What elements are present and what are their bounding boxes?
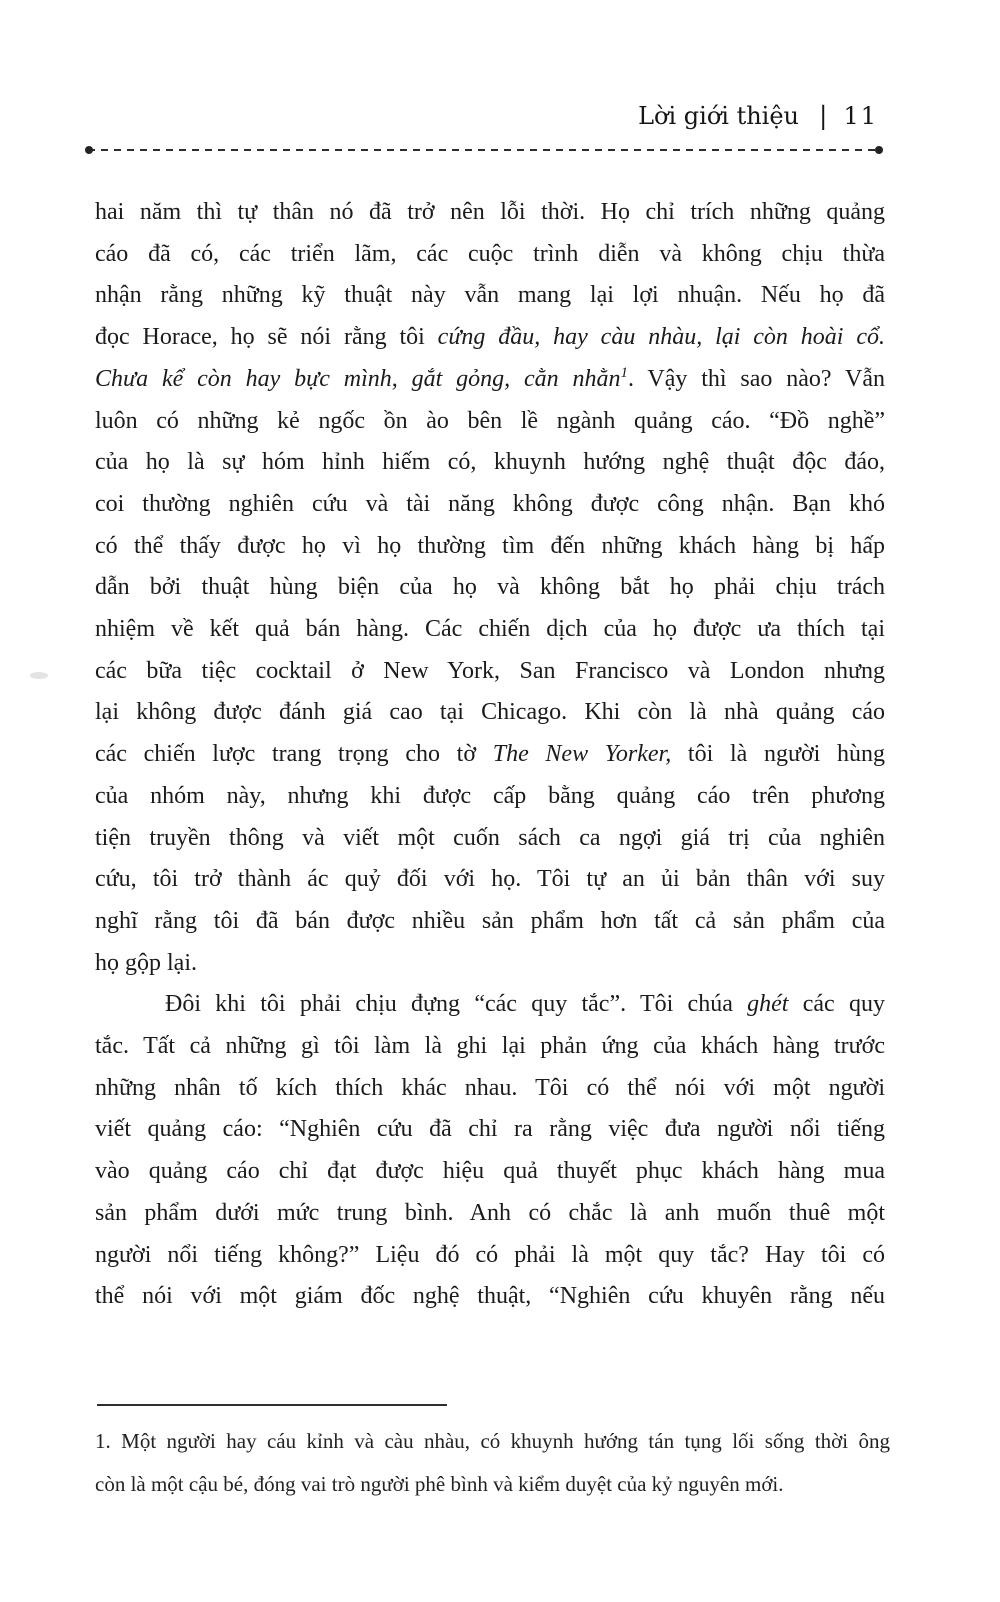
text-line xyxy=(95,692,885,734)
rule-left-dot xyxy=(85,146,93,154)
text-run: những nhân tố kích thích khác nhau. Tôi có thể nói với một người xyxy=(95,1074,885,1101)
text-line xyxy=(95,442,885,484)
text-run: luôn có những kẻ ngốc ồn ào bên lề ngành quảng cáo. “Đồ nghề” xyxy=(95,407,885,434)
text-run: sản phẩm dưới mức trung bình. Anh có chắc là anh muốn thuê một xyxy=(95,1199,885,1226)
text-line xyxy=(95,401,885,443)
italic-text-run: ghét xyxy=(747,991,789,1018)
section-title: Lời giới thiệu xyxy=(638,102,800,130)
text-run: các quy xyxy=(788,991,885,1018)
header-dashed-rule xyxy=(88,149,880,151)
text-line xyxy=(95,859,885,901)
text-line xyxy=(95,901,885,943)
text-run: tiện truyền thông và viết một cuốn sách ca ngợi giá trị của nghiên xyxy=(95,824,885,851)
text-line xyxy=(95,776,885,818)
text-line xyxy=(95,1026,885,1068)
text-line xyxy=(95,818,885,860)
scan-speck xyxy=(30,672,48,679)
text-line xyxy=(95,1420,890,1463)
text-run: 1. Một người hay cáu kỉnh và càu nhàu, có khuynh hướng tán tụng lối sống thời ông xyxy=(95,1429,890,1453)
text-run: đọc Horace, họ sẽ nói rằng tôi xyxy=(95,324,438,351)
text-run: còn là một cậu bé, đóng vai trò người phê bình và kiểm duyệt của kỷ nguyên mới. xyxy=(95,1472,784,1496)
text-run: các bữa tiệc cocktail ở New York, San Francisco và London nhưng xyxy=(95,657,885,684)
italic-text-run: Chưa kể còn hay bực mình, gắt gỏng, cằn nhằn xyxy=(95,365,621,392)
text-line xyxy=(95,984,885,1026)
text-run: tắc. Tất cả những gì tôi làm là ghi lại phản ứng của khách hàng trước xyxy=(95,1033,885,1060)
text-run: tôi là người hùng xyxy=(671,741,886,768)
text-run: nghĩ rằng tôi đã bán được nhiều sản phẩm hơn tất cả sản phẩm của xyxy=(95,907,885,934)
header-separator: | xyxy=(819,101,828,130)
text-run: nhiệm về kết quả bán hàng. Các chiến dịch của họ được ưa thích tại xyxy=(95,616,885,643)
text-line xyxy=(95,1109,885,1151)
text-run: Đôi khi tôi phải chịu đựng “các quy tắc”. Tôi chúa xyxy=(165,991,748,1018)
text-line xyxy=(95,526,885,568)
text-run: lại không được đánh giá cao tại Chicago. Khi còn là nhà quảng cáo xyxy=(95,699,885,726)
text-line xyxy=(95,567,885,609)
text-run: nhận rằng những kỹ thuật này vẫn mang lại lợi nhuận. Nếu họ đã xyxy=(95,282,885,309)
text-run: viết quảng cáo: “Nghiên cứu đã chỉ ra rằng việc đưa người nổi tiếng xyxy=(95,1116,885,1143)
text-run: dẫn bởi thuật hùng biện của họ và không bắt họ phải chịu trách xyxy=(95,574,885,601)
italic-text-run: cứng đầu, hay càu nhàu, lại còn hoài cổ. xyxy=(437,324,885,351)
text-line xyxy=(95,1235,885,1277)
text-run: của họ là sự hóm hỉnh hiếm có, khuynh hướng nghệ thuật độc đáo, xyxy=(95,449,885,476)
text-line xyxy=(95,734,885,776)
text-line xyxy=(95,275,885,317)
text-line xyxy=(95,609,885,651)
text-run: của nhóm này, nhưng khi được cấp bằng quảng cáo trên phương xyxy=(95,782,885,809)
text-line xyxy=(95,359,885,401)
text-run: cáo đã có, các triển lãm, các cuộc trình diễn và không chịu thừa xyxy=(95,240,885,267)
text-run: có thể thấy được họ vì họ thường tìm đến những khách hàng bị hấp xyxy=(95,532,885,559)
text-line xyxy=(95,1463,890,1506)
footnote-rule xyxy=(97,1404,447,1406)
text-run: họ gộp lại. xyxy=(95,949,197,976)
text-run: cứu, tôi trở thành ác quỷ đối với họ. Tôi tự an ủi bản thân với suy xyxy=(95,866,885,893)
text-run: coi thường nghiên cứu và tài năng không được công nhận. Bạn khó xyxy=(95,490,885,517)
text-line xyxy=(95,484,885,526)
text-run: hai năm thì tự thân nó đã trở nên lỗi thời. Họ chỉ trích những quảng xyxy=(95,199,885,225)
page-header xyxy=(638,101,878,130)
text-line xyxy=(95,1276,885,1318)
footnote-marker: 1 xyxy=(620,364,628,381)
page-number: 11 xyxy=(843,102,878,130)
text-line xyxy=(95,651,885,693)
text-line xyxy=(95,1193,885,1235)
text-run: các chiến lược trang trọng cho tờ xyxy=(95,741,493,768)
text-line xyxy=(95,943,885,985)
text-run: người nổi tiếng không?” Liệu đó có phải là một quy tắc? Hay tôi có xyxy=(95,1241,885,1268)
text-run: thể nói với một giám đốc nghệ thuật, “Nghiên cứu khuyên rằng nếu xyxy=(95,1283,885,1310)
text-line xyxy=(95,1151,885,1193)
body-text xyxy=(95,192,885,1318)
italic-text-run: The New Yorker, xyxy=(492,741,672,768)
text-run: . Vậy thì sao nào? Vẫn xyxy=(627,365,885,392)
text-line xyxy=(95,1068,885,1110)
rule-right-dot xyxy=(875,146,883,154)
text-line xyxy=(95,317,885,359)
text-line xyxy=(95,234,885,276)
footnote xyxy=(95,1420,890,1506)
text-line xyxy=(95,192,885,234)
text-run: vào quảng cáo chỉ đạt được hiệu quả thuyết phục khách hàng mua xyxy=(95,1158,885,1185)
